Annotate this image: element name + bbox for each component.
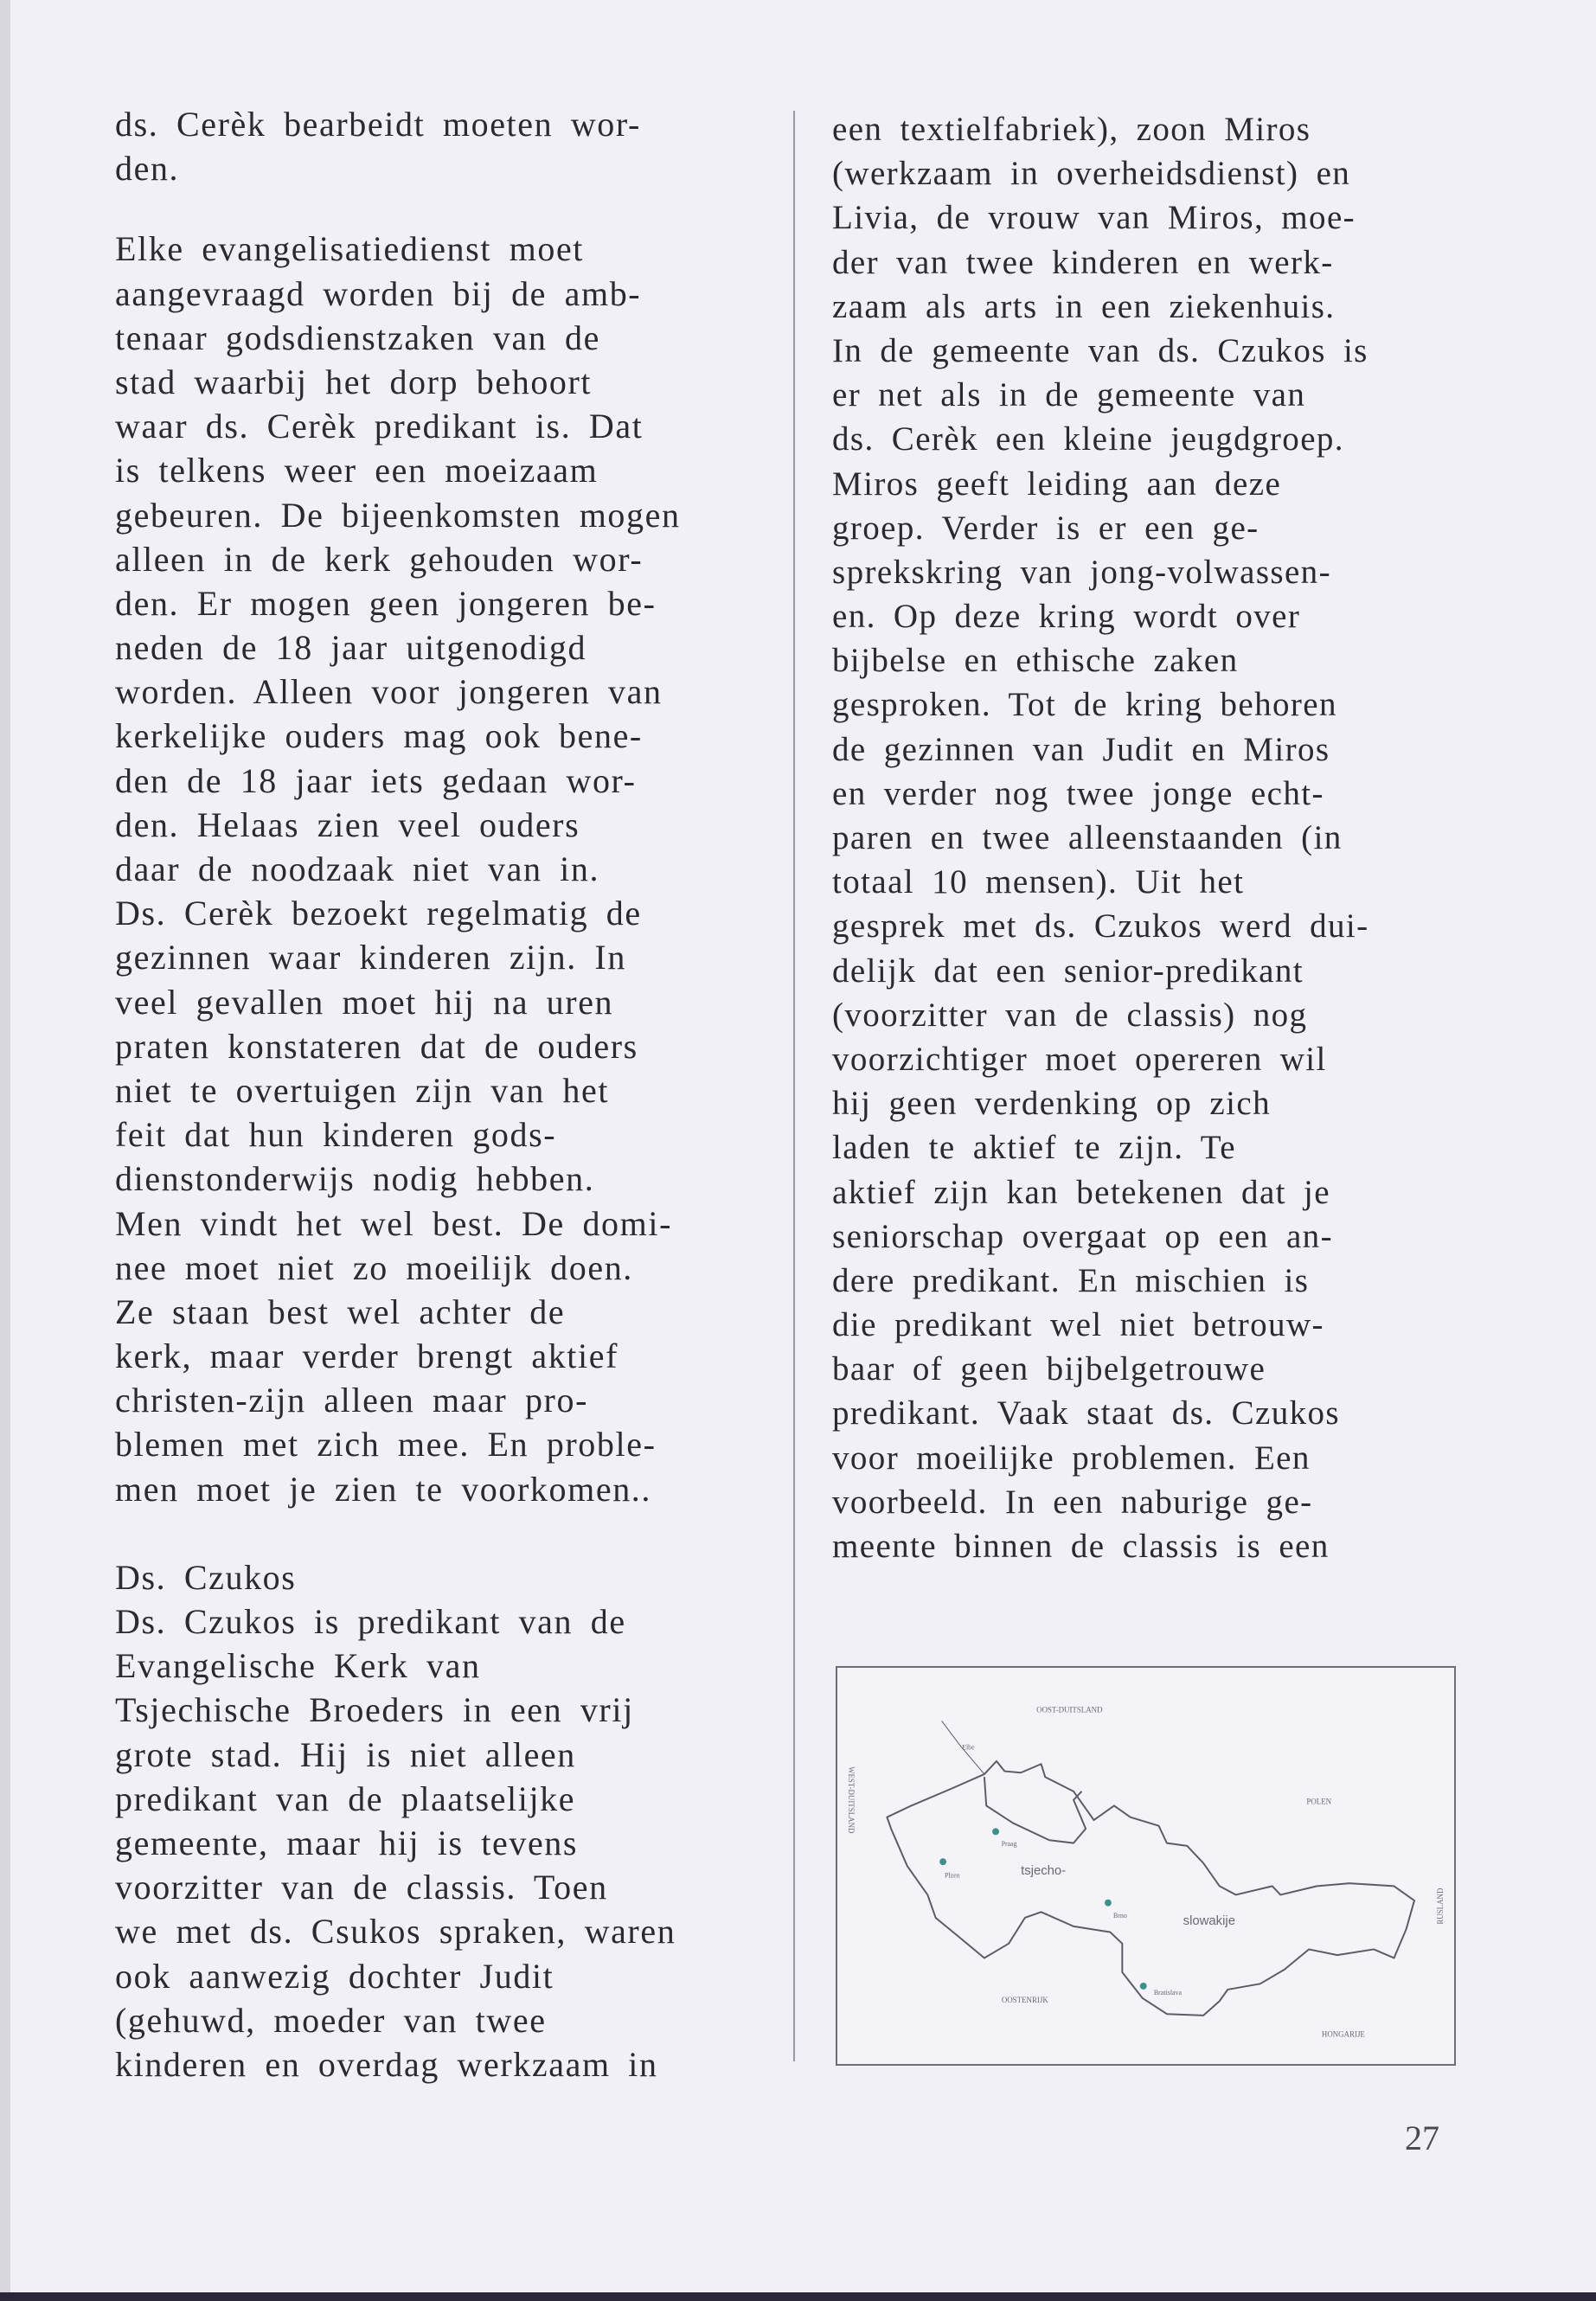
- label-elbe: Elbe: [962, 1743, 975, 1752]
- city-dot-brno: [1105, 1900, 1112, 1907]
- text-line: meente binnen de classis is een: [832, 1528, 1330, 1565]
- city-dot-plzen: [939, 1858, 946, 1865]
- section-heading: Ds. Czukos: [115, 1557, 297, 1597]
- text-line: christen-zijn alleen maar pro-: [115, 1381, 588, 1420]
- text-line: seniorschap overgaat op een an-: [832, 1217, 1333, 1255]
- text-line: dienstonderwijs nodig hebben.: [115, 1159, 595, 1199]
- label-plzen: Plzen: [944, 1871, 960, 1880]
- text-line: kerkelijke ouders mag ook bene-: [115, 716, 643, 756]
- text-line: sprekskring van jong-volwassen-: [832, 553, 1331, 591]
- label-tsjecho: tsjecho-: [1021, 1864, 1067, 1879]
- text-line: kinderen en overdag werkzaam in: [115, 2044, 658, 2084]
- text-line: zaam als arts in een ziekenhuis.: [832, 287, 1336, 325]
- text-line: gesprek met ds. Czukos werd dui-: [832, 907, 1369, 945]
- text-line: en. Op deze kring wordt over: [832, 598, 1301, 636]
- label-bratislava: Bratislava: [1153, 1988, 1183, 1997]
- label-praag: Praag: [1001, 1839, 1017, 1848]
- text-line: den de 18 jaar iets gedaan wor-: [115, 760, 637, 800]
- text-line: Evangelische Kerk van: [115, 1646, 481, 1686]
- text-line: niet te overtuigen zijn van het: [115, 1070, 610, 1110]
- text-line: Men vindt het wel best. De domi-: [115, 1203, 672, 1243]
- city-dot-praag: [992, 1828, 999, 1835]
- text-line: ds. Cerèk een kleine jeugdgroep.: [832, 420, 1344, 458]
- text-line: Ds. Czukos is predikant van de: [115, 1602, 626, 1641]
- text-line: een textielfabriek), zoon Miros: [832, 111, 1311, 148]
- text-line: predikant van de plaatselijke: [115, 1779, 576, 1818]
- text-line: aangevraagd worden bij de amb-: [115, 273, 642, 313]
- label-oost-duitsland: OOST-DUITSLAND: [1036, 1705, 1103, 1715]
- text-line: laden te aktief te zijn. Te: [832, 1129, 1237, 1167]
- text-line: predikant. Vaak staat ds. Czukos: [832, 1394, 1340, 1433]
- text-line: Miros geeft leiding aan deze: [832, 465, 1282, 503]
- text-line: der van twee kinderen en werk-: [832, 243, 1334, 281]
- text-line: voorzitter van de classis. Toen: [115, 1868, 608, 1907]
- text-line: In de gemeente van ds. Czukos is: [832, 331, 1368, 369]
- text-line: er net als in de gemeente van: [832, 376, 1306, 414]
- text-line: en verder nog twee jonge echt-: [832, 774, 1324, 812]
- text-line: ds. Cerèk bearbeidt moeten wor-: [115, 105, 641, 144]
- scan-edge: [0, 0, 10, 2301]
- text-line: neden de 18 jaar uitgenodigd: [115, 628, 587, 668]
- text-line: voorbeeld. In een naburige ge-: [832, 1483, 1313, 1521]
- text-line: bijbelse en ethische zaken: [832, 642, 1239, 680]
- label-rusland: RUSLAND: [1435, 1888, 1445, 1925]
- text-line: praten konstateren dat de ouders: [115, 1026, 638, 1066]
- column-divider: [793, 111, 795, 2061]
- label-polen: POLEN: [1306, 1797, 1332, 1806]
- text-line: waar ds. Cerèk predikant is. Dat: [115, 407, 644, 446]
- label-oostenrijk: OOSTENRIJK: [1001, 1995, 1048, 2004]
- map-czechoslovakia: [836, 1666, 1456, 2066]
- text-line: baar of geen bijbelgetrouwe: [832, 1350, 1266, 1388]
- text-line: blemen met zich mee. En proble-: [115, 1425, 657, 1465]
- text-line: groep. Verder is er een ge-: [832, 509, 1259, 547]
- text-line: Ze staan best wel achter de: [115, 1292, 566, 1331]
- text-line: Elke evangelisatiedienst moet: [115, 229, 585, 269]
- border-outline: [887, 1761, 1414, 2016]
- text-line: gemeente, maar hij is tevens: [115, 1823, 579, 1862]
- text-line: voor moeilijke problemen. Een: [832, 1439, 1311, 1477]
- page-number: 27: [1405, 2118, 1439, 2157]
- text-line: nee moet niet zo moeilijk doen.: [115, 1247, 633, 1287]
- text-line: men moet je zien te voorkomen..: [115, 1469, 651, 1509]
- text-line: gebeuren. De bijeenkomsten mogen: [115, 495, 681, 535]
- text-line: Tsjechische Broeders in een vrij: [115, 1690, 634, 1730]
- text-line: alleen in de kerk gehouden wor-: [115, 539, 644, 579]
- text-line: is telkens weer een moeizaam: [115, 451, 599, 490]
- text-line: de gezinnen van Judit en Miros: [832, 730, 1330, 768]
- label-brno: Brno: [1113, 1911, 1127, 1920]
- text-line: feit dat hun kinderen gods-: [115, 1115, 557, 1155]
- paragraph-gap: [115, 190, 681, 227]
- text-line: die predikant wel niet betrouw-: [832, 1306, 1324, 1344]
- text-line: (werkzaam in overheidsdienst) en: [832, 155, 1351, 193]
- text-line: veel gevallen moet hij na uren: [115, 982, 614, 1022]
- city-dot-bratislava: [1140, 1983, 1147, 1990]
- text-line: (gehuwd, moeder van twee: [115, 2000, 547, 2040]
- text-line: voorzichtiger moet opereren wil: [832, 1040, 1327, 1078]
- text-line: delijk dat een senior-predikant: [832, 952, 1304, 990]
- text-line: kerk, maar verder brengt aktief: [115, 1336, 619, 1376]
- scan-bottom-edge: [0, 2292, 1596, 2301]
- text-line: totaal 10 mensen). Uit het: [832, 863, 1245, 901]
- text-line: dere predikant. En mischien is: [832, 1261, 1310, 1299]
- label-slowakije: slowakije: [1183, 1914, 1235, 1929]
- label-hongarije: HONGARIJE: [1321, 2029, 1365, 2039]
- text-line: hij geen verdenking op zich: [832, 1085, 1271, 1123]
- text-line: Ds. Cerèk bezoekt regelmatig de: [115, 894, 642, 933]
- text-line: gezinnen waar kinderen zijn. In: [115, 938, 626, 977]
- text-line: Livia, de vrouw van Miros, moe-: [832, 199, 1356, 237]
- label-west-duitsland: WEST-DUITSLAND: [846, 1766, 856, 1834]
- text-line: tenaar godsdienstzaken van de: [115, 317, 600, 357]
- text-line: grote stad. Hij is niet alleen: [115, 1734, 576, 1774]
- paragraph-gap: [115, 1511, 681, 1555]
- text-line: we met ds. Csukos spraken, waren: [115, 1912, 676, 1952]
- map-figure: [837, 1668, 1454, 2064]
- text-line: den.: [115, 149, 180, 189]
- text-line: worden. Alleen voor jongeren van: [115, 672, 663, 712]
- text-line: ook aanwezig dochter Judit: [115, 1956, 554, 1996]
- left-column: [115, 102, 681, 2086]
- text-line: (voorzitter van de classis) nog: [832, 996, 1308, 1034]
- text-line: den. Helaas zien veel ouders: [115, 804, 580, 844]
- text-line: gesproken. Tot de kring behoren: [832, 686, 1337, 724]
- text-line: stad waarbij het dorp behoort: [115, 362, 593, 401]
- text-line: den. Er mogen geen jongeren be-: [115, 583, 657, 623]
- region-boundary: [984, 1777, 1086, 1843]
- right-column: [832, 107, 1369, 1568]
- text-line: daar de noodzaak niet van in.: [115, 849, 600, 888]
- text-line: aktief zijn kan betekenen dat je: [832, 1173, 1330, 1211]
- text-line: paren en twee alleenstaanden (in: [832, 819, 1343, 856]
